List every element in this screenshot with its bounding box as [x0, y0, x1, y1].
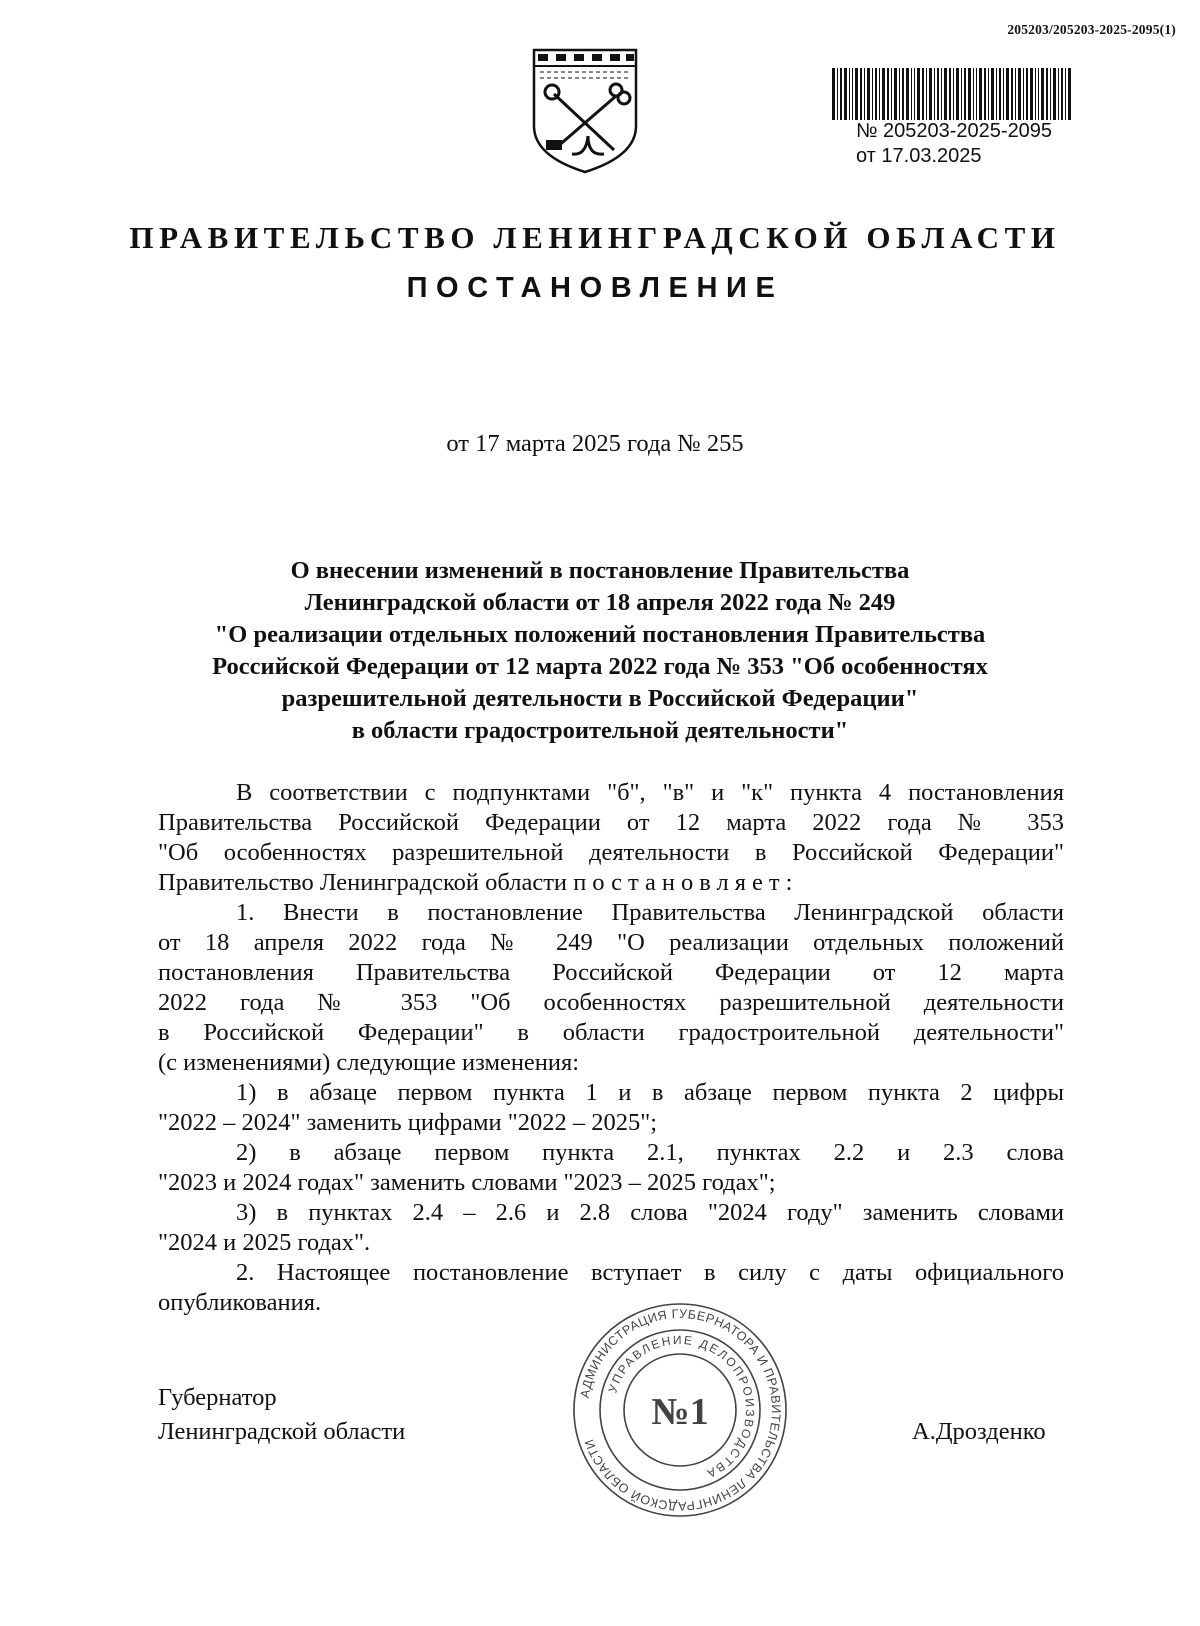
body-line: "2023 и 2024 годах" заменить словами "2023 – 2025 годах";	[158, 1169, 776, 1196]
subject-line: "О реализации отдельных положений постановления Правительства	[214, 621, 986, 648]
subject-line: разрешительной деятельности в Российской Федерации"	[281, 685, 919, 712]
registration-date: от 17.03.2025	[856, 145, 982, 167]
body-line: "Об особенностях разрешительной деятельности в Российской Федерации"	[158, 839, 1064, 866]
official-seal-stamp	[570, 1300, 790, 1520]
seal-inner-text: УПРАВЛЕНИЕ ДЕЛОПРОИЗВОДСТВА	[605, 1332, 758, 1482]
body-line: "2024 и 2025 годах".	[158, 1229, 371, 1256]
document-code: 205203/205203-2025-2095(1)	[1007, 22, 1176, 37]
body-line: от 18 апреля 2022 года № 249 "О реализации отдельных положений	[158, 929, 1064, 956]
body-line: "2022 – 2024" заменить цифрами "2022 – 2025";	[158, 1109, 658, 1136]
body-line: (с изменениями) следующие изменения:	[158, 1049, 580, 1076]
body-line: в Российской Федерации" в области градостроительной деятельности"	[158, 1019, 1064, 1046]
coat-of-arms-emblem	[528, 44, 642, 174]
document-type-heading: ПОСТАНОВЛЕНИЕ	[406, 272, 784, 304]
document-body	[158, 778, 1064, 1318]
resolution-verb: постановляет:	[573, 869, 799, 896]
body-line: Правительства Российской Федерации от 12 марта 2022 года № 353	[158, 809, 1064, 836]
body-line: 3) в пунктах 2.4 – 2.6 и 2.8 слова "2024 году" заменить словами	[236, 1199, 1064, 1226]
body-line: 2. Настоящее постановление вступает в силу с даты официального	[236, 1259, 1064, 1286]
subject-line: в области градостроительной деятельности"	[351, 717, 849, 744]
seal-outer-text: АДМИНИСТРАЦИЯ ГУБЕРНАТОРА И ПРАВИТЕЛЬСТВА ЛЕНИНГРАДСКОЙ ОБЛАСТИ	[577, 1306, 784, 1514]
organization-title: ПРАВИТЕЛЬСТВО ЛЕНИНГРАДСКОЙ ОБЛАСТИ	[129, 220, 1061, 255]
subject-line: О внесении изменений в постановление Правительства	[290, 557, 910, 584]
signatory-position: Губернатор	[158, 1384, 277, 1411]
body-line: 2) в абзаце первом пункта 2.1, пунктах 2.2 и 2.3 слова	[236, 1139, 1064, 1166]
body-line: опубликования.	[158, 1289, 322, 1316]
subject-line: Российской Федерации от 12 марта 2022 года № 353 "Об особенностях	[212, 653, 988, 680]
body-line: 2022 года № 353 "Об особенностях разрешительной деятельности	[158, 989, 1064, 1016]
document-date-number: от 17 марта 2025 года № 255	[446, 430, 744, 457]
body-line: 1) в абзаце первом пункта 1 и в абзаце первом пункта 2 цифры	[236, 1079, 1064, 1106]
body-line	[158, 868, 1064, 898]
body-text-fragment: Правительство Ленинградской области	[158, 869, 574, 896]
signatory-name: А.Дрозденко	[912, 1418, 1046, 1445]
signatory-region: Ленинградской области	[158, 1418, 406, 1445]
body-line: 1. Внести в постановление Правительства Ленинградской области	[236, 899, 1064, 926]
barcode	[832, 68, 1072, 120]
subject-line: Ленинградской области от 18 апреля 2022 года № 249	[304, 589, 896, 616]
body-line: постановления Правительства Российской Федерации от 12 марта	[158, 959, 1064, 986]
body-line: В соответствии с подпунктами "б", "в" и "к" пункта 4 постановления	[236, 779, 1064, 806]
registration-number: № 205203-2025-2095	[856, 120, 1053, 142]
document-subject	[140, 555, 1060, 747]
seal-center-number: №1	[651, 1391, 709, 1433]
